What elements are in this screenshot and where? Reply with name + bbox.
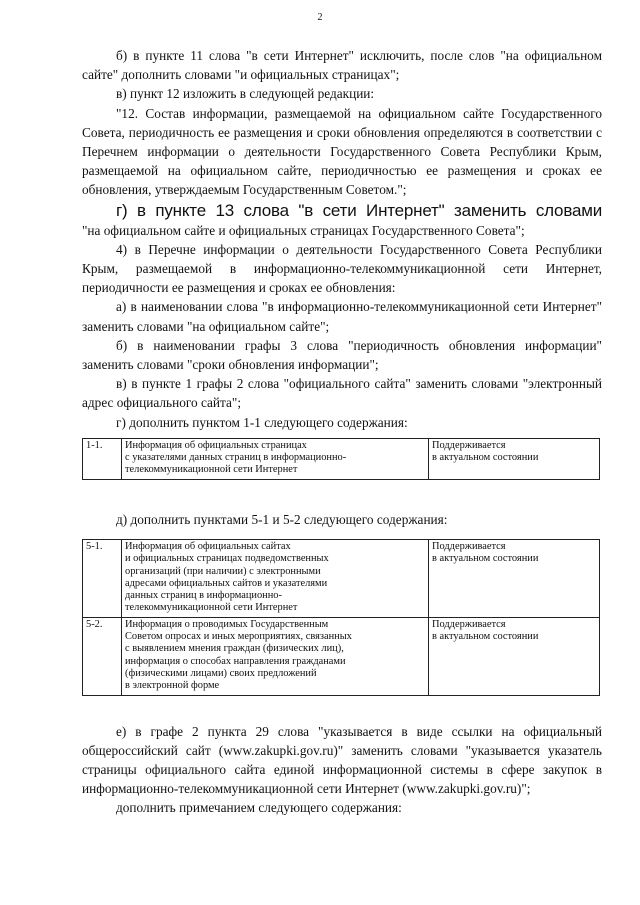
row-number: 5-1.	[83, 539, 122, 617]
row-number: 1-1.	[83, 438, 122, 479]
paragraph-g-point-13-cont: "на официальном сайте и официальных страницах Государственного Совета";	[82, 222, 525, 238]
info-line: Информация о проводимых Государственным	[125, 618, 329, 630]
info-line: организаций (при наличии) с электронными	[125, 565, 321, 577]
paragraph-b-column-3: б) в наименовании графы 3 слова "периодичность обновления информации" заменить словами "сроки обновления информации";	[82, 337, 602, 373]
paragraph-g-point-13: г) в пункте 13 слова "в сети Интернет" заменить словами	[116, 200, 602, 220]
paragraph-point-12-text: "12. Состав информации, размещаемой на официальном сайте Государственного Совета, периодичность ее размещения и сроки обновления определяются в соответствии с Перечнем информации о деятельности Государственного Совета Республики Крым, размещаемой на официальном сайте, периодичностью ее размещения и сроках ее обновления, утверждаемым Государственным Советом.";	[82, 105, 602, 198]
paragraph-d-add-5-1-5-2: д) дополнить пунктами 5-1 и 5-2 следующего содержания:	[116, 511, 448, 527]
status-line: Поддерживается	[432, 540, 506, 552]
info-line: Информация об официальных сайтах	[125, 540, 291, 552]
info-line: с выявлением мнения граждан (физических лиц),	[125, 643, 344, 655]
info-line: данных страниц в информационно-	[125, 590, 282, 602]
status-line: Поддерживается	[432, 618, 506, 630]
info-line: Информация об официальных страницах	[125, 439, 307, 451]
table-point-1-1	[82, 438, 600, 480]
paragraph-b-point-11: б) в пункте 11 слова "в сети Интернет" исключить, после слов "на официальном сайте" дополнить словами "и официальных страницах";	[82, 48, 602, 83]
row-status	[429, 539, 600, 617]
table-row	[83, 438, 600, 479]
paragraph-g-add-1-1: г) дополнить пунктом 1-1 следующего содержания:	[116, 414, 408, 430]
info-line: информация о способах направления гражданами	[125, 655, 346, 667]
status-line: Поддерживается	[432, 439, 506, 451]
row-status	[429, 617, 600, 695]
row-number: 5-2.	[83, 617, 122, 695]
table-row	[83, 617, 600, 695]
info-line: телекоммуникационной сети Интернет	[125, 602, 298, 614]
row-status	[429, 438, 600, 479]
info-line: (физическими лицами) своих предложений	[125, 667, 317, 679]
table-points-5-1-5-2	[82, 539, 600, 696]
paragraph-e-point-29: е) в графе 2 пункта 29 слова "указывается в виде ссылки на официальный общероссийский сайт (www.zakupki.gov.ru)" заменить словами "указывается указатель страницы официального сайта единой информационной системы в сфере закупок в информационно-телекоммуникационной сети Интернет (www.zakupki.gov.ru)";	[82, 723, 602, 797]
page-number: 2	[317, 12, 323, 23]
status-line: в актуальном состоянии	[432, 452, 539, 464]
row-info	[122, 539, 429, 617]
paragraph-v-point-1: в) в пункте 1 графы 2 слова "официального сайта" заменить словами "электронный адрес официального сайта";	[82, 376, 602, 411]
paragraph-add-note: дополнить примечанием следующего содержания:	[116, 800, 402, 816]
paragraph-4-list: 4) в Перечне информации о деятельности Государственного Совета Республики Крым, размещаемой в информационно-телекоммуникационной сети Интернет, периодичности ее размещения и сроках ее обновления:	[82, 241, 602, 296]
status-line: в актуальном состоянии	[432, 553, 539, 565]
paragraph-a-name: а) в наименовании слова "в информационно-телекоммуникационной сети Интернет" заменить словами "на официальном сайте";	[82, 299, 602, 334]
info-line: адресами официальных сайтов и указателями	[125, 577, 328, 589]
table-row	[83, 539, 600, 617]
info-line: в электронной форме	[125, 680, 220, 692]
status-line: в актуальном состоянии	[432, 631, 539, 643]
row-info	[122, 617, 429, 695]
paragraph-v-point-12: в) пункт 12 изложить в следующей редакции:	[116, 86, 375, 102]
info-line: Советом опросах и иных мероприятиях, связанных	[125, 631, 352, 643]
info-line: с указателями данных страниц в информационно-	[125, 452, 347, 464]
document-body	[82, 46, 602, 818]
info-line: телекоммуникационной сети Интернет	[125, 464, 298, 476]
info-line: и официальных страницах подведомственных	[125, 553, 329, 565]
row-info	[122, 438, 429, 479]
